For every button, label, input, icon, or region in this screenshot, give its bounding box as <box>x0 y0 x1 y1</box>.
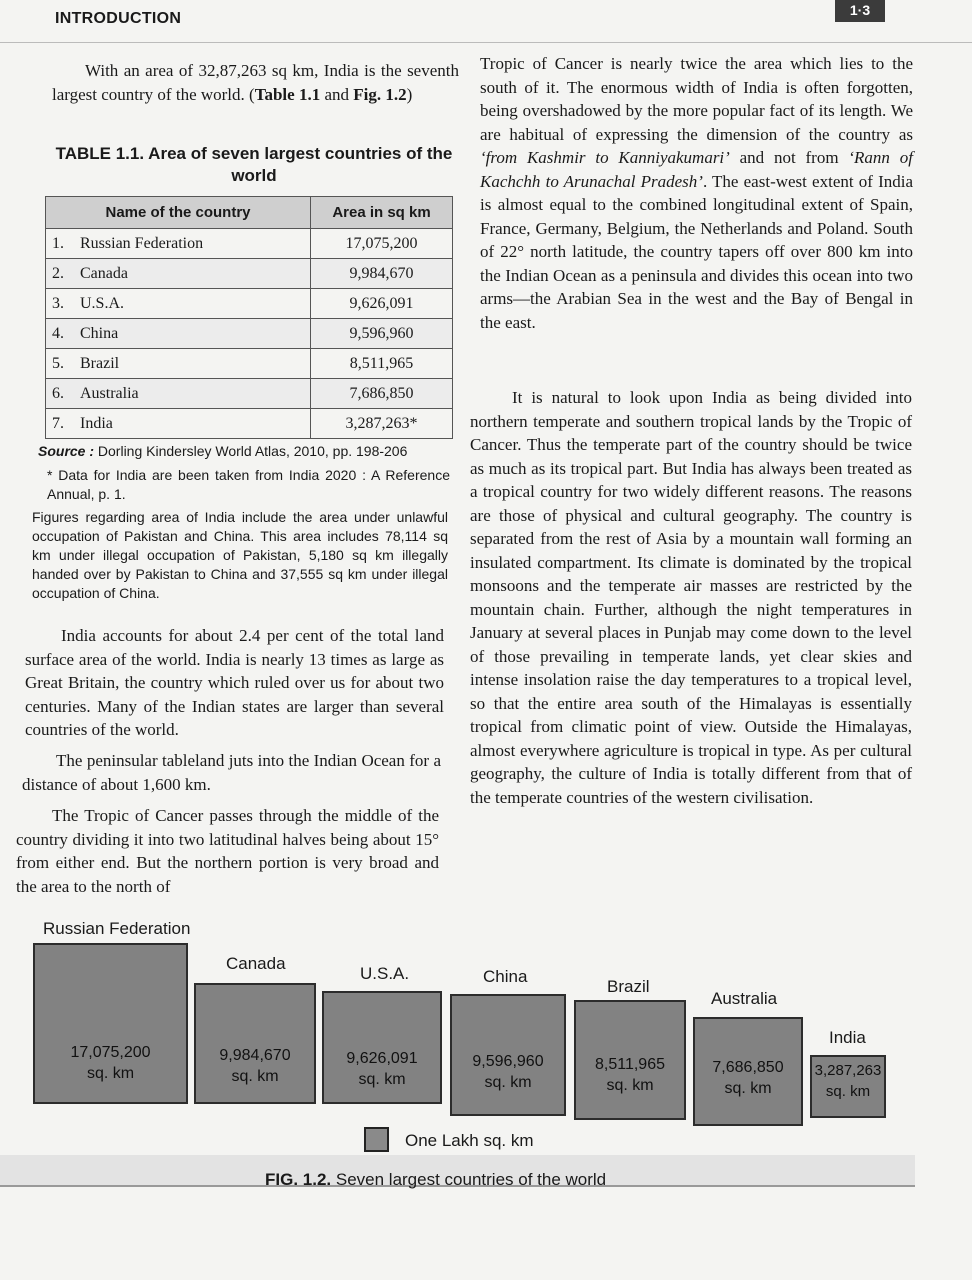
figure-reference: Fig. 1.2 <box>353 84 407 104</box>
area-figures-note: Figures regarding area of India include the area under unlawful occupation of Pakistan and China. This area includes 78,114 sq km under illegal occupation of Pakistan, 5,180 sq km illegally handed over by Pakistan to China and 37,555 sq km under illegal occupation of China. <box>32 509 448 601</box>
width-text-a: Tropic of Cancer is nearly twice the area which lies to the south of it. The enormous width of India is often forgotten, being overshadowed by the more popular fact of its length. We are habitual of expressing the dimension of the country as <box>480 54 913 144</box>
col-header-area: Area in sq km <box>311 197 453 229</box>
bar-country-label: China <box>483 967 528 986</box>
bar-area-value <box>33 1042 188 1084</box>
country-name: Canada <box>80 264 128 282</box>
country-cell <box>46 349 311 379</box>
col-header-country: Name of the country <box>46 197 311 229</box>
width-quote-1: ‘from Kashmir to Kanniyakumari’ <box>480 148 730 167</box>
area-cell: 9,596,960 <box>311 319 453 349</box>
bar-area-unit: sq. km <box>358 1071 406 1088</box>
page-number: 1·3 <box>835 0 885 22</box>
country-name: Russian Federation <box>80 234 204 252</box>
row-number: 4. <box>52 324 64 342</box>
source-note <box>38 442 450 461</box>
country-name: India <box>80 414 113 432</box>
paragraph-width <box>480 52 913 334</box>
figure-caption <box>265 1170 606 1190</box>
bar-country-label: U.S.A. <box>360 964 410 983</box>
intro-text: With an area of 32,87,263 sq km, India is the seventh largest country of the world. ( <box>52 61 459 104</box>
paragraph-tropical-country: It is natural to look upon India as being divided into northern temperate and southern tropical lands by the Tropic of Cancer. Thus the temperate part of the country should be twice as much as its tropical part. But India has always been treated as a tropical country for two widely different reasons. The reasons are those of physical and cultural geography. The country is separated from the rest of Asia by a mountain wall forming an insulated compartment. Its climate is dominated by the tropical monsoons and the temperate air masses are restricted by the mountain chain. Further, although the night temperatures in January at several places in Punjab may come down to the level of those prevailing in temperate lands, yet clear skies and intense insolation raise the day temperatures to a tropical level, so that the entire area south of the Himalayas is essentially tropical from climatic point of view. Outside the Himalayas, almost everywhere agriculture is tropical in type. As per cultural geography, the culture of India is totally different from that of the temperate countries of the western civilisation. <box>470 388 912 807</box>
country-cell <box>46 379 311 409</box>
figure-caption-label: FIG. 1.2. <box>265 1170 332 1189</box>
bar-area-unit: sq. km <box>86 1065 135 1082</box>
area-cell: 9,626,091 <box>311 289 453 319</box>
bar-area-number: 17,075,200 <box>70 1044 151 1061</box>
bar-area-number: 8,511,965 <box>595 1056 665 1073</box>
row-number: 3. <box>52 294 64 312</box>
section-title: INTRODUCTION <box>55 10 182 27</box>
area-cell: 17,075,200 <box>311 229 453 259</box>
table-row <box>46 409 453 439</box>
country-name: China <box>80 324 119 342</box>
intro-text-and: and <box>320 84 354 104</box>
bar-country-label: Australia <box>711 989 778 1008</box>
table-row <box>46 349 453 379</box>
bar-area-unit: sq. km <box>724 1080 772 1097</box>
bar-country-label: Canada <box>226 954 286 973</box>
figure-caption-text: Seven largest countries of the world <box>331 1170 607 1189</box>
row-number: 1. <box>52 234 64 252</box>
intro-paragraph <box>52 59 459 106</box>
table-row <box>46 259 453 289</box>
table-header-row <box>46 197 453 229</box>
area-cell: 8,511,965 <box>311 349 453 379</box>
footnote: * Data for India are been taken from India 2020 : A Reference Annual, p. 1. <box>47 467 450 502</box>
row-number: 6. <box>52 384 64 402</box>
row-number: 2. <box>52 264 64 282</box>
intro-text-end: ) <box>406 84 413 104</box>
row-number: 5. <box>52 354 64 372</box>
table-row <box>46 319 453 349</box>
row-number: 7. <box>52 414 64 432</box>
bar-country-label: Russian Federation <box>43 919 191 938</box>
table-caption: TABLE 1.1. Area of seven largest countries of the world <box>55 144 453 185</box>
paragraph-peninsula: The peninsular tableland juts into the Indian Ocean for a distance of about 1,600 km. <box>22 751 441 794</box>
bar-area-number: 9,596,960 <box>472 1053 544 1070</box>
bar-area-value <box>322 1048 442 1090</box>
bar-area-unit: sq. km <box>825 1083 871 1100</box>
width-text-c: . The east-west extent of India is almost equal to the combined longitudinal extent of Spain, France, Germany, Belgium, the Netherlands and Poland. South of 22° north latitude, the country tapers off over 800 km into the Indian Ocean as a peninsula and divides this ocean into two arms—the Arabian Sea in the west and the Bay of Bengal in the east. <box>480 171 914 332</box>
area-cell: 7,686,850 <box>311 379 453 409</box>
table-row <box>46 289 453 319</box>
area-cell: 3,287,263* <box>311 409 453 439</box>
table-row <box>46 379 453 409</box>
bar-area-unit: sq. km <box>606 1077 654 1094</box>
area-cell: 9,984,670 <box>311 259 453 289</box>
paragraph-tropic: The Tropic of Cancer passes through the middle of the country dividing it into two latitudinal halves being about 15° from either end. But the northern portion is very broad and the area to the north of <box>16 806 439 896</box>
bar-area-value <box>574 1054 686 1096</box>
country-cell <box>46 409 311 439</box>
country-cell <box>46 289 311 319</box>
bar-area-value <box>450 1051 566 1093</box>
legend-swatch <box>364 1127 389 1152</box>
country-name: Australia <box>80 384 139 402</box>
bar-area-number: 9,626,091 <box>346 1050 418 1067</box>
bar-area-unit: sq. km <box>231 1068 279 1085</box>
source-text: Dorling Kindersley World Atlas, 2010, pp. 198-206 <box>94 443 408 459</box>
table-reference: Table 1.1 <box>254 84 321 104</box>
bar-area-number: 9,984,670 <box>219 1047 291 1064</box>
bar-country-label: India <box>829 1028 866 1047</box>
source-label: Source : <box>38 443 95 459</box>
bar-area-value <box>810 1060 886 1102</box>
bar-area-number: 7,686,850 <box>712 1059 784 1076</box>
table-row <box>46 229 453 259</box>
bar-country-label: Brazil <box>607 977 650 996</box>
area-table <box>45 196 453 439</box>
country-cell <box>46 319 311 349</box>
width-text-b: and not from <box>729 148 849 167</box>
width-quote-2: ‘Rann of Kachchh to Arunachal Pradesh’ <box>480 148 913 191</box>
country-cell <box>46 229 311 259</box>
legend-label: One Lakh sq. km <box>405 1131 534 1150</box>
bar-area-value <box>693 1057 803 1099</box>
country-name: Brazil <box>80 354 120 372</box>
page-header <box>0 0 972 43</box>
country-name: U.S.A. <box>80 294 125 312</box>
bar-area-unit: sq. km <box>484 1074 532 1091</box>
bar-area-value <box>194 1045 316 1087</box>
country-cell <box>46 259 311 289</box>
bar-area-number: 3,287,263 <box>814 1062 882 1079</box>
paragraph-land-share: India accounts for about 2.4 per cent of the total land surface area of the world. India is nearly 13 times as large as Great Britain, the country which ruled over us for about two centuries. Many of the Indian states are larger than several countries of the world. <box>25 626 444 739</box>
